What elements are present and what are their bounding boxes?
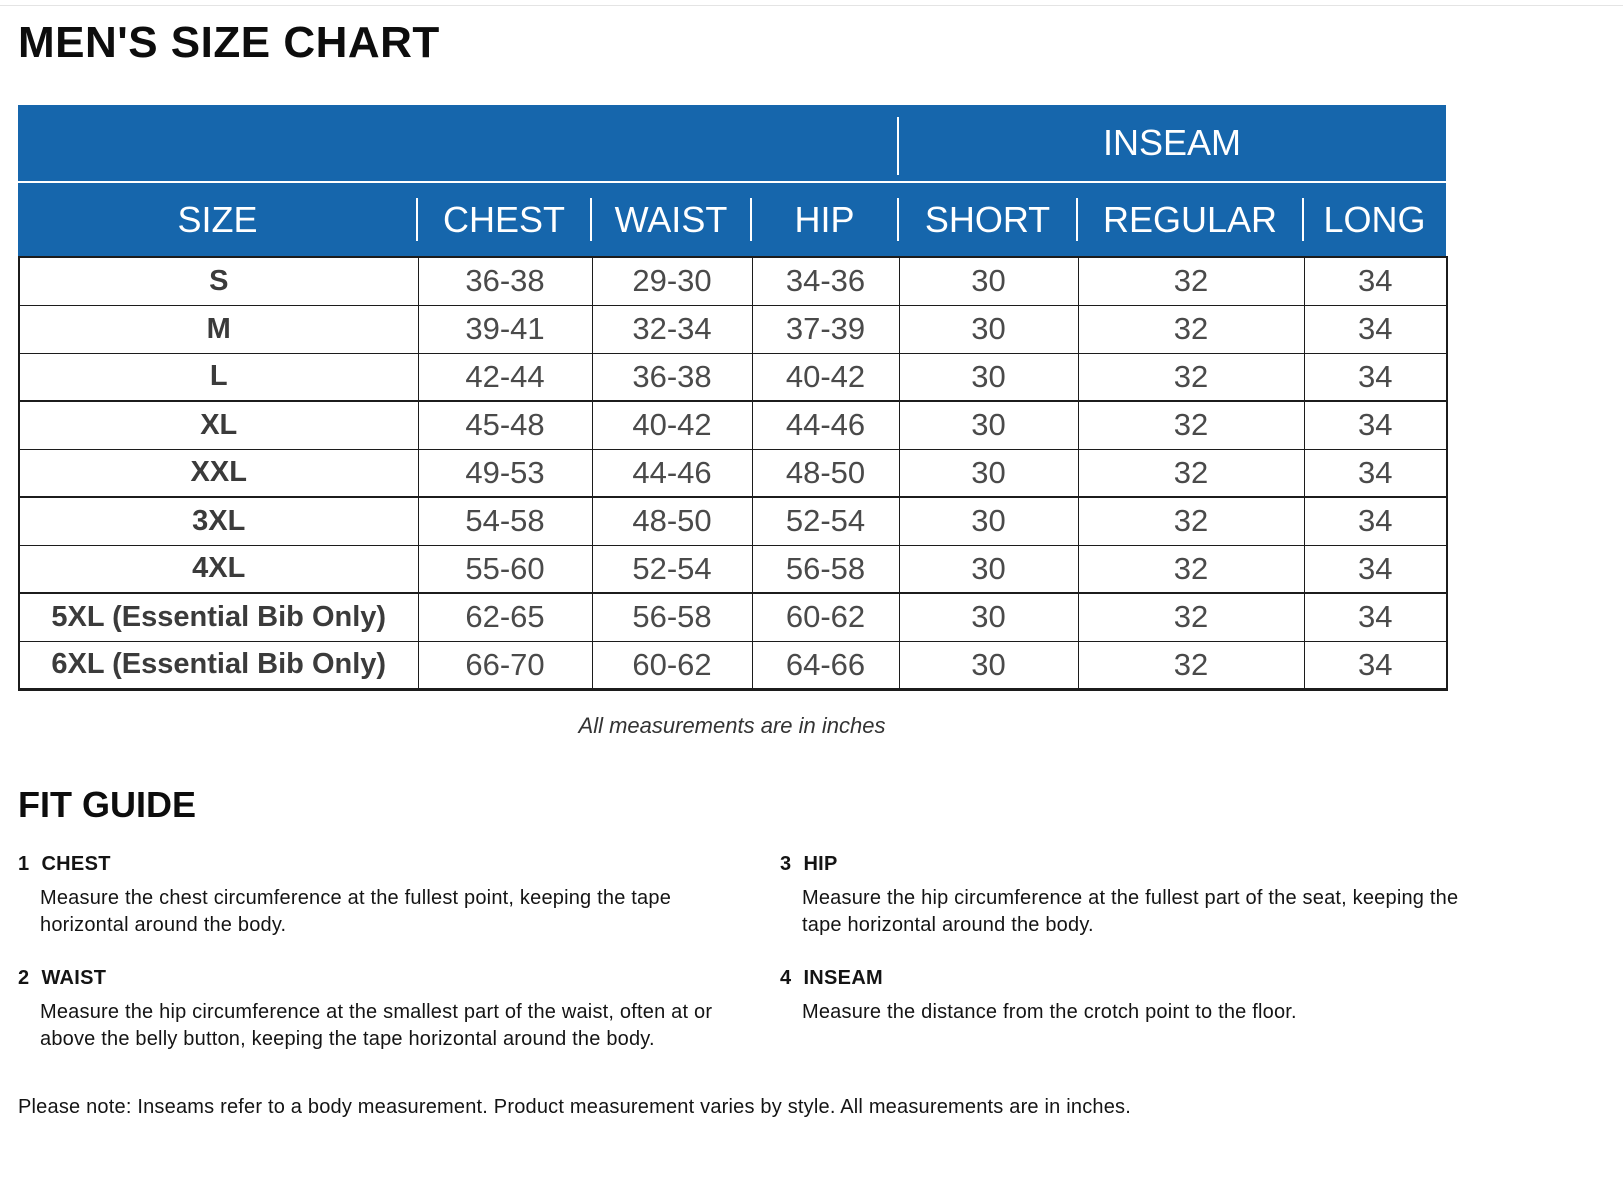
inseam-long-cell: 34	[1304, 401, 1447, 449]
size-cell: XXL	[19, 449, 418, 497]
item-label: HIP	[803, 853, 838, 875]
waist-cell: 29-30	[592, 257, 752, 305]
chest-cell: 45-48	[418, 401, 592, 449]
hip-cell: 34-36	[752, 257, 899, 305]
waist-cell: 52-54	[592, 545, 752, 593]
table-row	[19, 401, 1447, 449]
inseam-short-cell: 30	[899, 641, 1078, 689]
chest-cell: 42-44	[418, 353, 592, 401]
table-row	[19, 449, 1447, 497]
chest-cell: 54-58	[418, 497, 592, 545]
inseam-short-cell: 30	[899, 257, 1078, 305]
inseam-short-cell: 30	[899, 353, 1078, 401]
top-divider	[0, 5, 1623, 6]
column-header-regular: REGULAR	[1077, 183, 1303, 256]
item-description: Measure the chest circumference at the fullest point, keeping the tape horizontal around the body.	[40, 887, 672, 936]
waist-cell: 48-50	[592, 497, 752, 545]
waist-cell: 40-42	[592, 401, 752, 449]
item-number: 4	[780, 967, 792, 989]
waist-cell: 44-46	[592, 449, 752, 497]
inseam-regular-cell: 32	[1078, 641, 1304, 689]
inseam-short-cell: 30	[899, 305, 1078, 353]
fit-guide-item-heading	[780, 853, 1500, 876]
inseam-long-cell: 34	[1304, 305, 1447, 353]
inseam-regular-cell: 32	[1078, 449, 1304, 497]
inseam-regular-cell: 32	[1078, 257, 1304, 305]
size-cell: 3XL	[19, 497, 418, 545]
item-description: Measure the distance from the crotch point to the floor.	[802, 1001, 1297, 1023]
item-number: 3	[780, 853, 792, 875]
table-row	[19, 497, 1447, 545]
column-header-chest: CHEST	[417, 183, 591, 256]
table-row	[19, 641, 1447, 689]
inseam-short-cell: 30	[899, 449, 1078, 497]
header-inseam-group-cell: INSEAM	[898, 105, 1446, 181]
chest-cell: 39-41	[418, 305, 592, 353]
item-label: INSEAM	[803, 967, 884, 989]
hip-cell: 44-46	[752, 401, 899, 449]
column-header-hip: HIP	[751, 183, 898, 256]
waist-cell: 32-34	[592, 305, 752, 353]
hip-cell: 48-50	[752, 449, 899, 497]
hip-cell: 37-39	[752, 305, 899, 353]
table-row	[19, 305, 1447, 353]
waist-cell: 36-38	[592, 353, 752, 401]
item-label: CHEST	[41, 853, 111, 875]
fit-guide-left-column	[18, 853, 758, 1053]
inseam-regular-cell: 32	[1078, 593, 1304, 641]
fit-guide-item-chest	[18, 853, 758, 939]
inseam-regular-cell: 32	[1078, 305, 1304, 353]
inseam-short-cell: 30	[899, 497, 1078, 545]
inseam-regular-cell: 32	[1078, 545, 1304, 593]
measurements-caption: All measurements are in inches	[578, 712, 886, 738]
size-cell: XL	[19, 401, 418, 449]
waist-cell: 56-58	[592, 593, 752, 641]
size-chart	[18, 105, 1446, 739]
waist-cell: 60-62	[592, 641, 752, 689]
size-cell: M	[19, 305, 418, 353]
inseam-long-cell: 34	[1304, 497, 1447, 545]
column-header-long: LONG	[1303, 183, 1446, 256]
inseam-long-cell: 34	[1304, 449, 1447, 497]
inseam-short-cell: 30	[899, 401, 1078, 449]
size-cell: L	[19, 353, 418, 401]
size-chart-header-row	[18, 183, 1446, 256]
size-cell: 6XL (Essential Bib Only)	[19, 641, 418, 689]
table-row	[19, 257, 1447, 305]
page-title: MEN'S SIZE CHART	[18, 18, 440, 67]
table-row	[19, 593, 1447, 641]
size-chart-header-group-row	[18, 105, 1446, 183]
inseam-long-cell: 34	[1304, 257, 1447, 305]
fit-guide-item-waist	[18, 967, 758, 1053]
column-header-short: SHORT	[898, 183, 1077, 256]
inseam-regular-cell: 32	[1078, 353, 1304, 401]
hip-cell: 64-66	[752, 641, 899, 689]
fit-guide-item-heading	[780, 967, 1500, 990]
chest-cell: 36-38	[418, 257, 592, 305]
fit-guide-item-heading	[18, 967, 758, 990]
inseam-regular-cell: 32	[1078, 401, 1304, 449]
inseam-short-cell: 30	[899, 545, 1078, 593]
inseam-long-cell: 34	[1304, 593, 1447, 641]
hip-cell: 52-54	[752, 497, 899, 545]
chest-cell: 49-53	[418, 449, 592, 497]
chest-cell: 62-65	[418, 593, 592, 641]
footnote: Please note: Inseams refer to a body measurement. Product measurement varies by style. All measurements are in inches.	[18, 1096, 1132, 1118]
inseam-long-cell: 34	[1304, 545, 1447, 593]
fit-guide-item-hip	[780, 853, 1500, 939]
fit-guide-item-heading	[18, 853, 758, 876]
header-blank-cell	[18, 105, 898, 181]
item-description: Measure the hip circumference at the fullest part of the seat, keeping the tape horizontal around the body.	[802, 887, 1459, 936]
table-row	[19, 353, 1447, 401]
item-number: 1	[18, 853, 30, 875]
fit-guide-right-column	[780, 853, 1500, 1026]
column-header-size: SIZE	[177, 198, 258, 240]
chest-cell: 66-70	[418, 641, 592, 689]
fit-guide-item-inseam	[780, 967, 1500, 1026]
item-number: 2	[18, 967, 30, 989]
table-row	[19, 545, 1447, 593]
size-cell: S	[19, 257, 418, 305]
size-cell: 5XL (Essential Bib Only)	[19, 593, 418, 641]
hip-cell: 60-62	[752, 593, 899, 641]
size-table	[18, 256, 1448, 691]
size-cell: 4XL	[19, 545, 418, 593]
hip-cell: 40-42	[752, 353, 899, 401]
column-header-waist: WAIST	[591, 183, 751, 256]
item-label: WAIST	[41, 967, 107, 989]
chest-cell: 55-60	[418, 545, 592, 593]
inseam-long-cell: 34	[1304, 353, 1447, 401]
inseam-short-cell: 30	[899, 593, 1078, 641]
inseam-long-cell: 34	[1304, 641, 1447, 689]
hip-cell: 56-58	[752, 545, 899, 593]
item-description: Measure the hip circumference at the smallest part of the waist, often at or above the belly button, keeping the tape horizontal around the body.	[40, 1001, 713, 1050]
inseam-regular-cell: 32	[1078, 497, 1304, 545]
fit-guide-title: FIT GUIDE	[18, 784, 196, 825]
